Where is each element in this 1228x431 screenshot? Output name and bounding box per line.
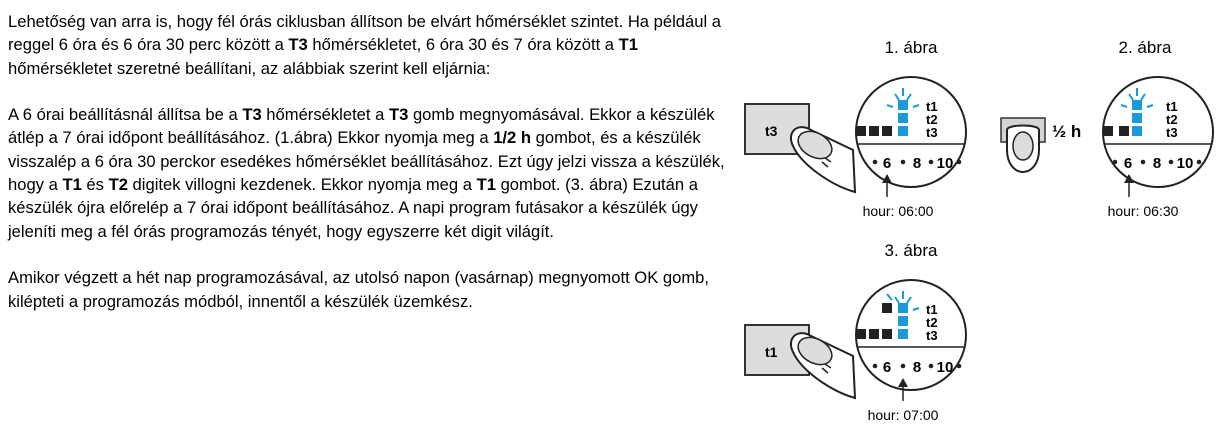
bold-term: T2 — [108, 175, 128, 195]
level-t3-label: t3 — [926, 125, 938, 140]
level-t3-label: t3 — [1166, 125, 1178, 140]
text-run: hőmérsékletet a — [261, 105, 389, 125]
paragraph-steps — [8, 103, 743, 243]
scale-10: 10 — [936, 155, 954, 172]
figure-2-time: hour: 06:30 — [1107, 203, 1179, 219]
paragraph-finish — [8, 266, 743, 313]
finger-icon — [1007, 126, 1039, 173]
bold-term: T3 — [388, 105, 409, 125]
figure-3-title: 3. ábra — [884, 241, 938, 260]
thermostat-display-1 — [856, 77, 966, 187]
text-run: és — [81, 175, 109, 195]
text-run: gomb megnyomásával. Ekkor a készülék átlép a 7 órai időpont beállításához. (1.ábra) Ekkor nyomja meg a — [8, 105, 715, 148]
scale-6: 6 — [1123, 155, 1133, 172]
level-t2-label: t2 — [926, 315, 938, 330]
text-run: gombot, és a készülék visszalép a 6 óra 30 perckor esedékes hőmérséklet beállításához. Ezt úgy jelzi vissza a készülék, hogy a — [8, 128, 725, 195]
half-hour-button-label: ½ h — [1052, 122, 1082, 141]
finger-icon — [791, 126, 855, 192]
t1-button-label: t1 — [765, 344, 778, 360]
text-run: hőmérsékletet szeretné beállítani, az alábbiak szerint kell eljárnia: — [8, 58, 491, 78]
scale-8: 8 — [1152, 155, 1162, 172]
thermostat-display-2 — [1103, 77, 1213, 187]
figures-panel — [735, 0, 1228, 431]
text-run: hőmérsékletet, 6 óra 30 és 7 óra között a — [307, 35, 619, 55]
text-run: gombot. (3. ábra) Ezután a készülék ójra előrelép a 7 órai időpont beállításához. A napi program futásakor a készülék úgy jeleníti meg a fél órás programozás tényét, hogy egyszerre két digit világít. — [8, 175, 698, 241]
bold-term: T1 — [62, 175, 82, 195]
bold-term: T1 — [618, 35, 639, 55]
text-run: Lehetőség van arra is, hogy fél órás ciklusban állítson be elvárt hőmérséklet szintet. Ha például a reggel 6 óra és 6 óra 30 perc között a — [8, 12, 722, 55]
figure-3-time: hour: 07:00 — [867, 407, 939, 423]
instruction-text — [8, 10, 743, 336]
figure-2 — [1001, 38, 1213, 219]
bold-term: 1/2 h — [493, 128, 532, 148]
figure-3 — [745, 241, 966, 423]
figure-1-time: hour: 06:00 — [862, 203, 934, 219]
text-run: A 6 órai beállításnál állítsa be a — [8, 105, 243, 125]
bold-term: T3 — [242, 105, 262, 125]
figure-2-title: 2. ábra — [1118, 38, 1172, 57]
level-t2-label: t2 — [926, 112, 938, 127]
scale-8: 8 — [912, 359, 922, 376]
level-t1-label: t1 — [1166, 99, 1178, 114]
scale-8: 8 — [912, 155, 922, 172]
text-run: Amikor végzett a hét nap programozásával, az utolsó napon (vasárnap) megnyomott OK gomb, kilépteti a programozás módból, innentől a készülék üzemkész. — [8, 268, 709, 311]
bold-term: T1 — [476, 175, 496, 195]
level-t3-label: t3 — [926, 328, 938, 343]
figure-1 — [745, 38, 966, 219]
bold-term: T3 — [288, 35, 308, 55]
level-t2-label: t2 — [1166, 112, 1178, 127]
scale-6: 6 — [882, 155, 892, 172]
text-run: digitek villogni kezdenek. Ekkor nyomja meg a — [127, 175, 477, 195]
level-t1-label: t1 — [926, 302, 938, 317]
scale-6: 6 — [882, 359, 892, 376]
t3-button-label: t3 — [765, 123, 778, 139]
level-t1-label: t1 — [926, 99, 938, 114]
figure-1-title: 1. ábra — [884, 38, 938, 57]
thermostat-display-3 — [856, 280, 966, 390]
paragraph-intro — [8, 10, 743, 80]
scale-10: 10 — [1176, 155, 1194, 172]
scale-10: 10 — [936, 359, 954, 376]
finger-icon — [791, 332, 855, 398]
